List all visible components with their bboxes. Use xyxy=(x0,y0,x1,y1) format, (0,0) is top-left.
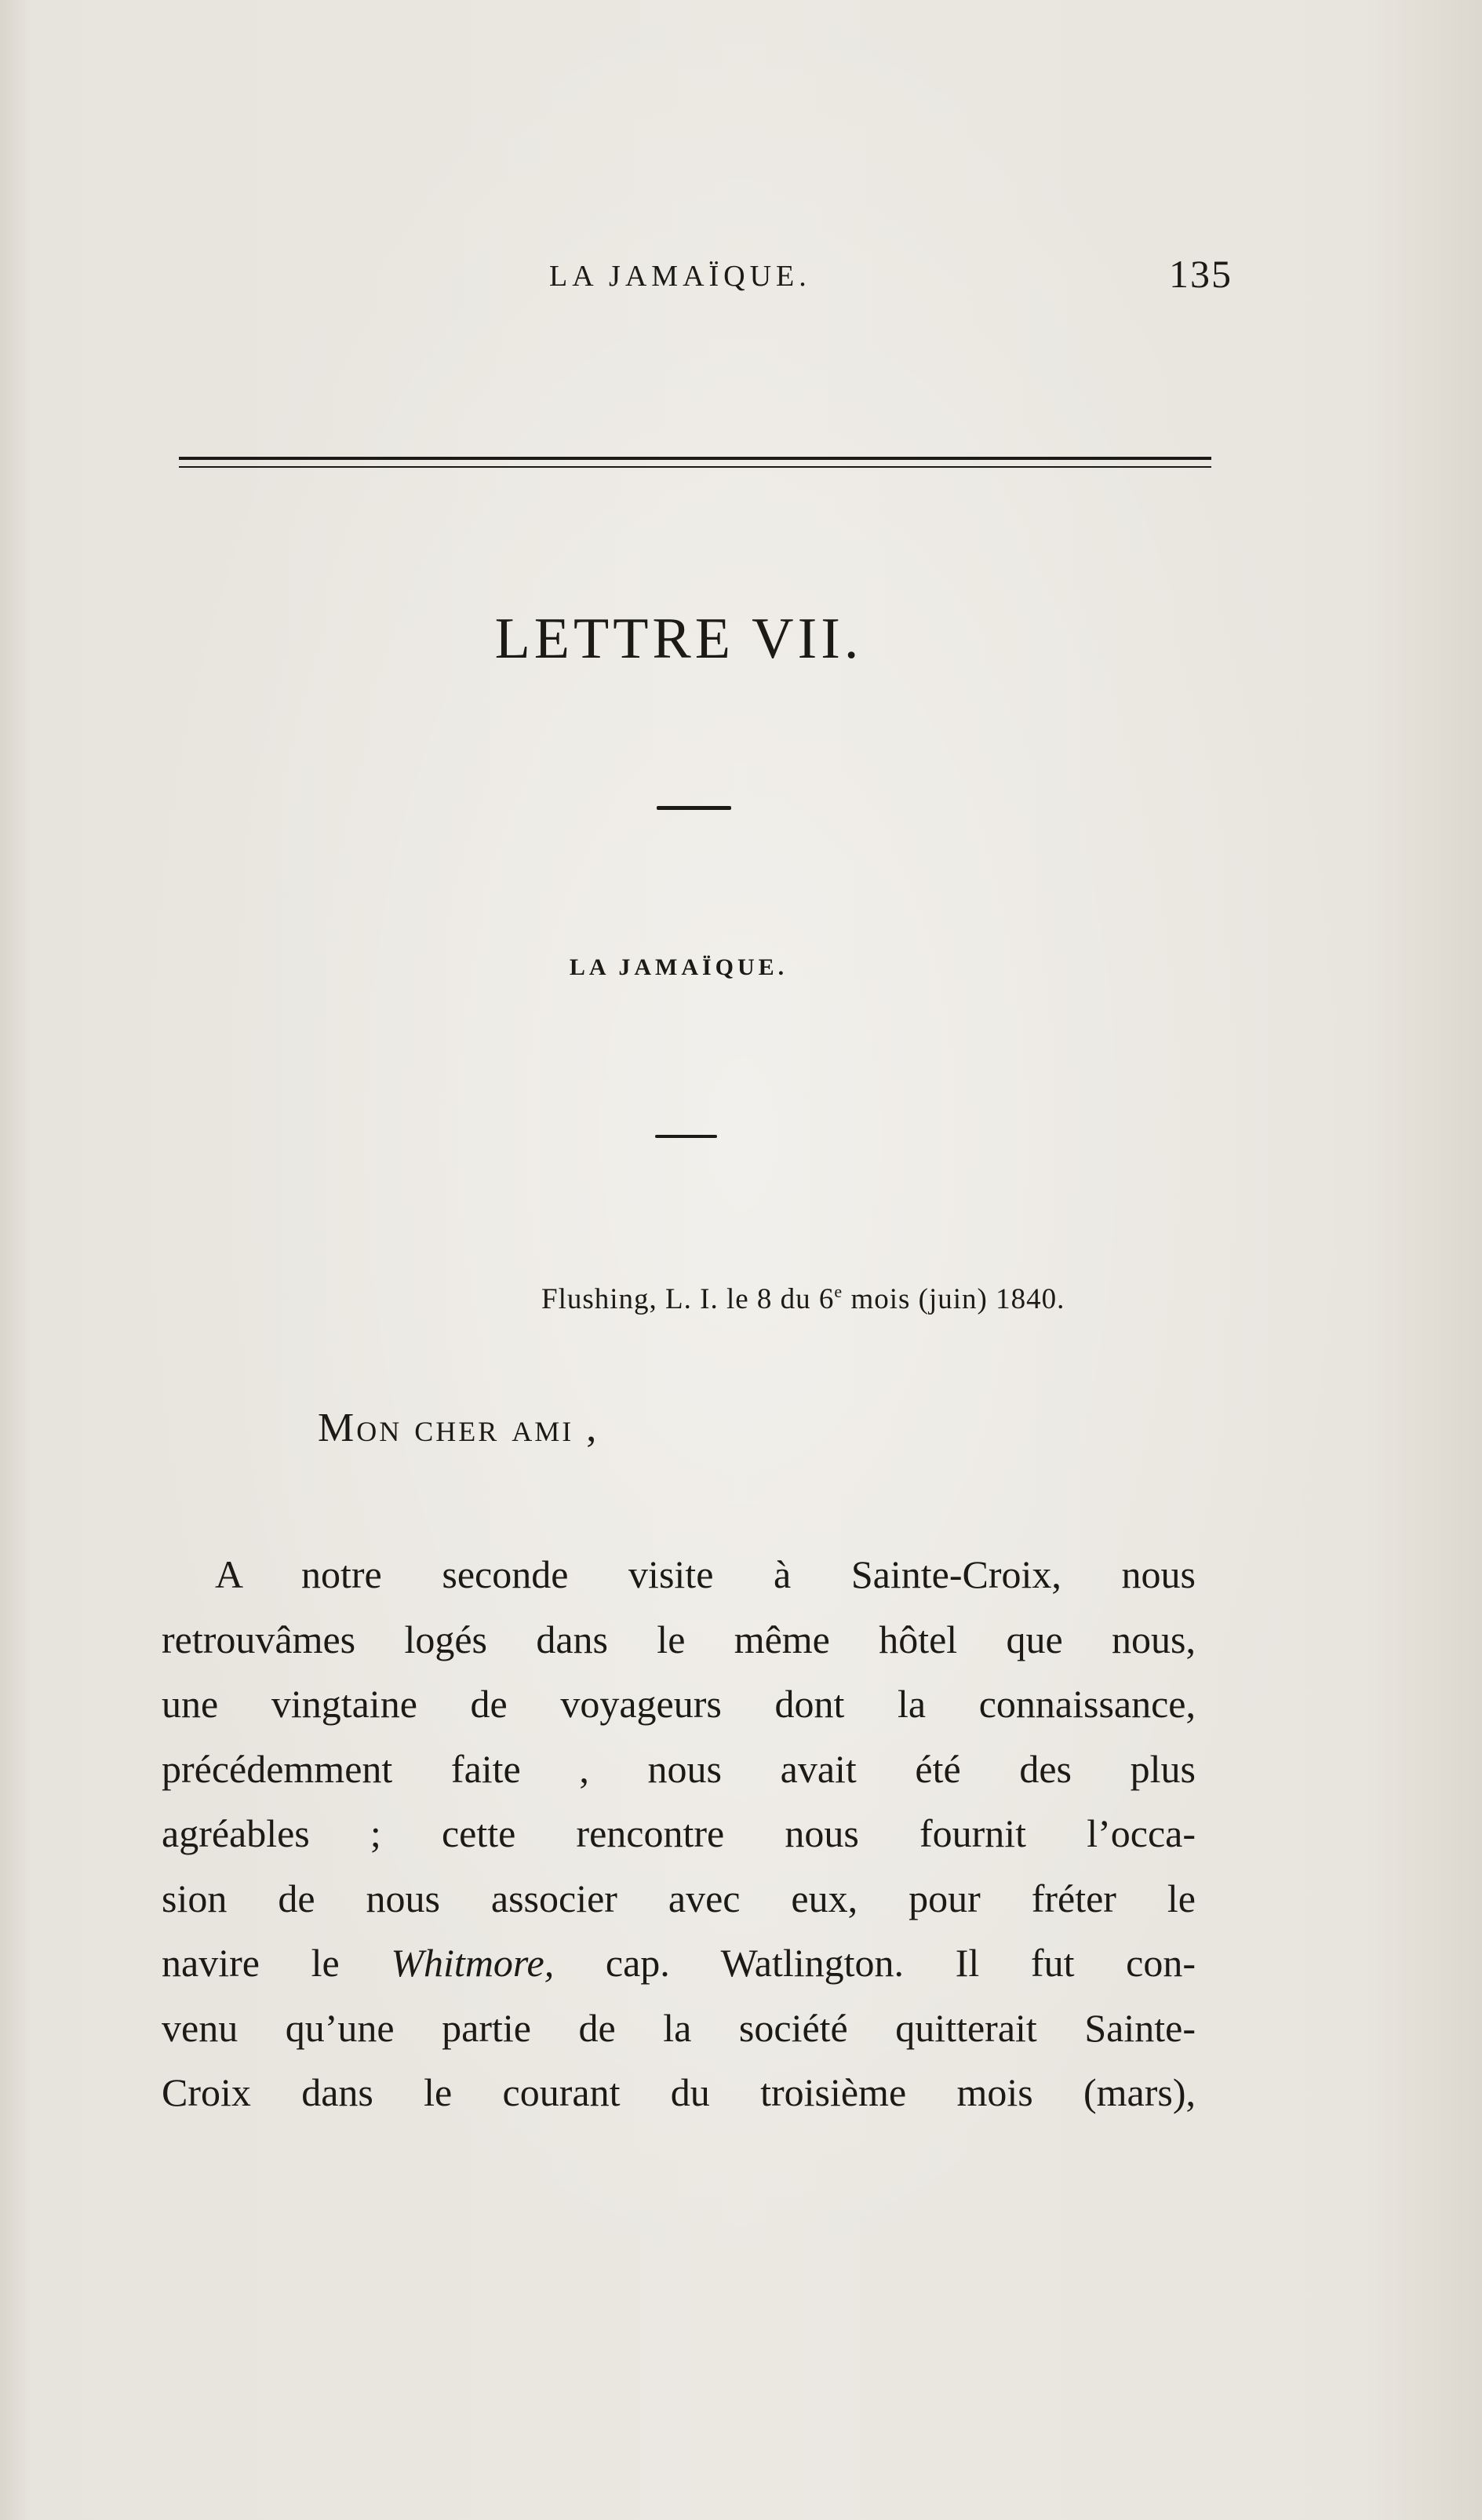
page-number: 135 xyxy=(1169,252,1233,296)
header-rule-thick xyxy=(179,457,1211,460)
show-through-text xyxy=(157,330,1224,1507)
dateline-text: Flushing, L. I. le 8 du 6 xyxy=(541,1283,835,1315)
letter-subheading: LA JAMAÏQUE. xyxy=(569,954,788,980)
text-line: sion de nous associer avec eux, pour fréter le xyxy=(162,1876,1196,1920)
text-line xyxy=(162,1931,1196,1996)
ship-name: Whitmore, xyxy=(391,1941,555,1985)
letter-title: LETTRE VII. xyxy=(494,607,863,671)
text-line: venu qu’une partie de la société quitterait Sainte- xyxy=(162,2005,1196,2050)
dateline-text-end: mois (juin) 1840. xyxy=(843,1283,1065,1315)
text-segment: navire le xyxy=(162,1941,391,1985)
dateline xyxy=(541,1282,1065,1316)
text-line: une vingtaine de voyageurs dont la connaissance, xyxy=(162,1682,1196,1726)
body-paragraph xyxy=(162,1542,1196,2125)
text-segment: cap. Watlington. Il fut con- xyxy=(554,1941,1196,1985)
ornamental-dash xyxy=(657,806,731,810)
dateline-superscript: e xyxy=(834,1282,843,1301)
ornamental-dash xyxy=(655,1135,717,1138)
text-line: A notre seconde visite à Sainte-Croix, nous xyxy=(215,1552,1196,1596)
running-head: LA JAMAÏQUE. xyxy=(549,260,811,293)
text-line: Croix dans le courant du troisième mois (mars), xyxy=(162,2070,1196,2114)
text-line: retrouvâmes logés dans le même hôtel que nous, xyxy=(162,1617,1196,1661)
header-rule-thin xyxy=(179,466,1211,468)
text-line: agréables ; cette rencontre nous fournit l’occa- xyxy=(162,1811,1196,1855)
salutation: Mon cher ami , xyxy=(318,1406,599,1450)
text-line: précédemment faite , nous avait été des plus xyxy=(162,1746,1196,1791)
